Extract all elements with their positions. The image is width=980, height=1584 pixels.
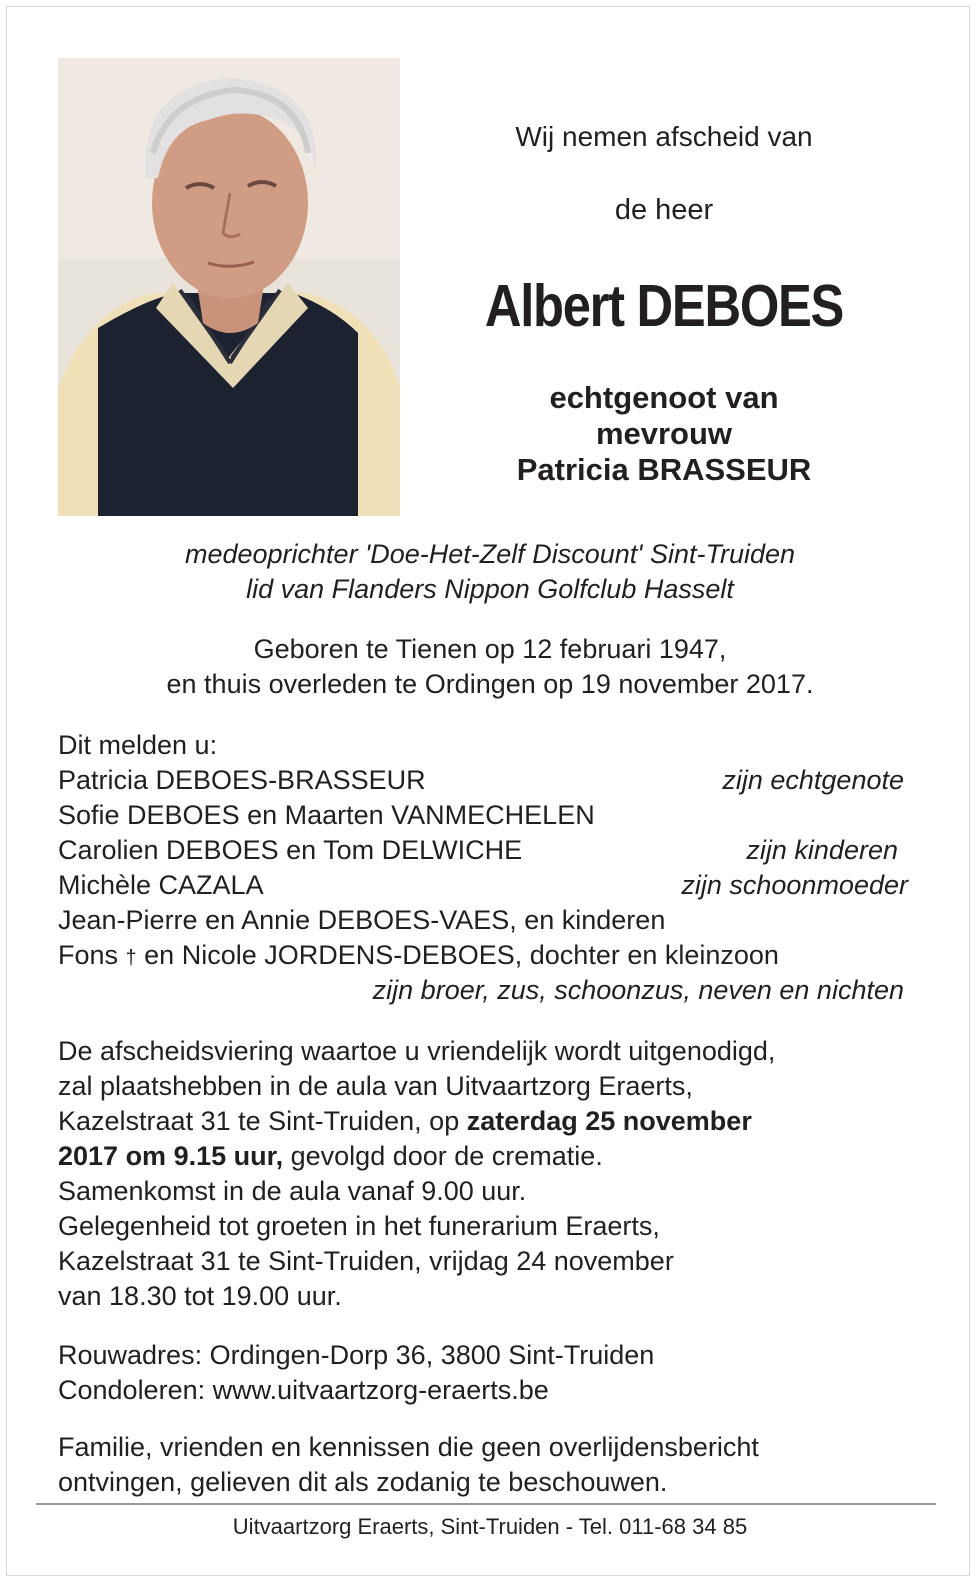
family-member: Jean-Pierre en Annie DEBOES-VAES, en kinderen — [58, 905, 666, 935]
family-row — [58, 938, 910, 973]
family-relation: zijn schoonmoeder — [681, 870, 908, 900]
family-member — [58, 938, 779, 976]
ceremony-line: zal plaatshebben in de aula van Uitvaartzorg Eraerts, — [58, 1071, 693, 1101]
family-row — [58, 833, 910, 868]
ceremony-location: Kazelstraat 31 te Sint-Truiden, op — [58, 1106, 467, 1136]
closing-line: ontvingen, gelieven dit als zodanig te beschouwen. — [58, 1467, 668, 1497]
family-intro: Dit melden u: — [58, 730, 218, 760]
spouse-block — [400, 380, 928, 488]
ceremony-date: zaterdag 25 november — [466, 1106, 752, 1136]
ceremony-line: Gelegenheid tot groeten in het funerarium Eraerts, — [58, 1211, 660, 1241]
ceremony-followup: gevolgd door de crematie. — [283, 1141, 603, 1171]
family-row — [58, 798, 910, 833]
ceremony-line: De afscheidsviering waartoe u vriendelijk wordt uitgenodigd, — [58, 1036, 776, 1066]
closing-line: Familie, vrienden en kennissen die geen overlijdensbericht — [58, 1432, 759, 1462]
role-line-2: lid van Flanders Nippon Golfclub Hasselt — [246, 574, 734, 604]
intro-line: Wij nemen afscheid van — [515, 121, 813, 152]
family-row — [58, 973, 910, 1008]
family-row — [58, 903, 910, 938]
family-member: Michèle CAZALA — [58, 870, 264, 900]
closing-block — [58, 1430, 759, 1500]
family-member: Patricia DEBOES-BRASSEUR — [58, 765, 426, 795]
family-member: Sofie DEBOES en Maarten VANMECHELEN — [58, 800, 595, 830]
death-line: en thuis overleden te Ordingen op 19 november 2017. — [166, 669, 814, 699]
cross-icon: † — [125, 947, 137, 969]
contact-block — [58, 1338, 654, 1408]
family-member-first: Fons — [58, 940, 126, 970]
condolence-link[interactable]: Condoleren: www.uitvaartzorg-eraerts.be — [58, 1375, 549, 1405]
family-row — [58, 763, 910, 798]
ceremony-line: Kazelstraat 31 te Sint-Truiden, vrijdag 24 november — [58, 1246, 674, 1276]
family-member: Carolien DEBOES en Tom DELWICHE — [58, 835, 523, 865]
family-relation: zijn kinderen — [746, 835, 898, 865]
family-list — [58, 763, 910, 1008]
salutation: de heer — [614, 194, 714, 226]
mourning-address: Rouwadres: Ordingen-Dorp 36, 3800 Sint-Truiden — [58, 1340, 655, 1370]
family-relation: zijn broer, zus, schoonzus, neven en nichten — [372, 975, 904, 1005]
birth-line: Geboren te Tienen op 12 februari 1947, — [253, 634, 727, 664]
ceremony-time: 2017 om 9.15 uur, — [58, 1141, 284, 1171]
ceremony-line — [58, 1104, 775, 1139]
ceremony-line: van 18.30 tot 19.00 uur. — [58, 1281, 342, 1311]
ceremony-line: Samenkomst in de aula vanaf 9.00 uur. — [58, 1176, 527, 1206]
family-row — [58, 868, 910, 903]
ceremony-line — [58, 1139, 775, 1174]
footer-text: Uitvaartzorg Eraerts, Sint-Truiden - Tel. 011-68 34 85 — [232, 1514, 748, 1539]
family-relation: zijn echtgenote — [722, 765, 904, 795]
footer-divider — [36, 1503, 936, 1505]
role-line-1: medeoprichter 'Doe-Het-Zelf Discount' Sint-Truiden — [184, 539, 796, 569]
roles-block — [0, 537, 980, 607]
spouse-line-2: mevrouw — [595, 416, 733, 451]
family-member-rest: en Nicole JORDENS-DEBOES, dochter en kleinzoon — [136, 940, 779, 970]
spouse-line-1: echtgenoot van — [549, 380, 779, 415]
portrait-photo — [58, 58, 400, 516]
ceremony-block — [58, 1034, 775, 1314]
dates-block — [0, 632, 980, 702]
spouse-name: Patricia BRASSEUR — [516, 452, 812, 487]
deceased-name: Albert DEBOES — [484, 273, 844, 339]
